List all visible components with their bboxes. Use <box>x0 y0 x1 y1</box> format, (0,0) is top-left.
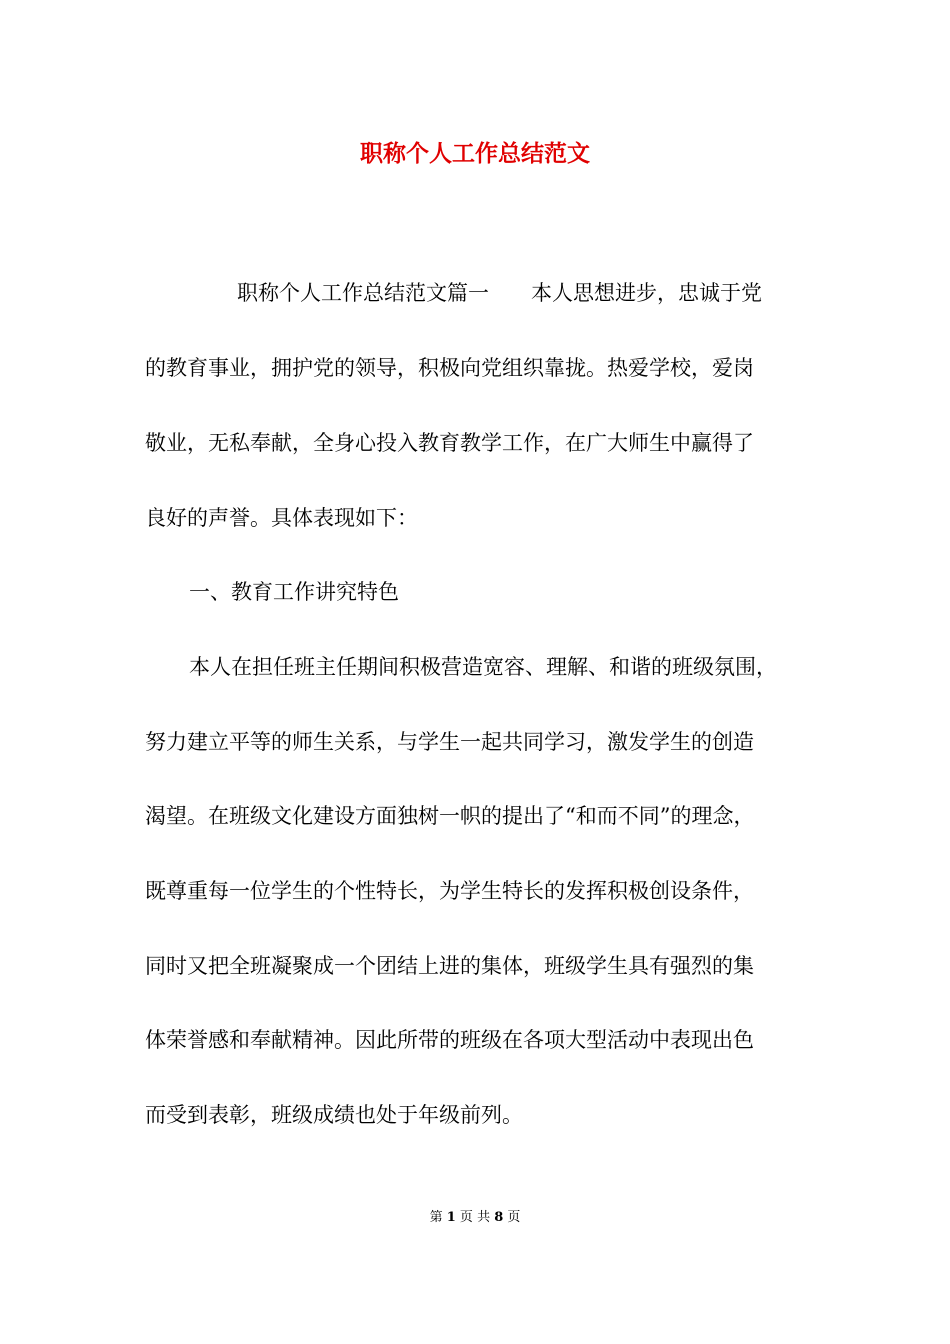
paragraph-line-10: 同时又把全班凝聚成一个团结上进的集体，班级学生具有强烈的集 <box>145 954 754 978</box>
section-heading <box>145 572 825 612</box>
paragraph-line-3: 敬业，无私奉献，全身心投入教育教学工作，在广大师生中赢得了 <box>145 431 754 455</box>
section-heading-inline: 职称个人工作总结范文篇一 <box>237 281 489 305</box>
line-text: 本人思想进步，忠诚于党 <box>531 281 762 305</box>
paragraph-line-4: 良好的声誉。具体表现如下： <box>145 506 418 530</box>
line-text: 本人在担任班主任期间积极营造宽容、理解、和谐的班级氛围， <box>189 655 777 679</box>
paragraph-line-8: 渴望。在班级文化建设方面独树一帜的提出了“和而不同”的理念， <box>145 804 755 828</box>
footer-label-gong: 共 <box>477 1210 491 1225</box>
document-title: 职称个人工作总结范文 <box>360 140 590 167</box>
paragraph-line-6 <box>145 647 825 687</box>
paragraph-line-1 <box>145 273 825 313</box>
footer-label-di: 第 <box>429 1210 443 1225</box>
paragraph-line-7: 努力建立平等的师生关系，与学生一起共同学习，激发学生的创造 <box>145 730 754 754</box>
paragraph-line-2: 的教育事业，拥护党的领导，积极向党组织靠拢。热爱学校，爱岗 <box>145 356 754 380</box>
total-pages-number: 8 <box>494 1210 504 1225</box>
current-page-number: 1 <box>446 1210 456 1225</box>
paragraph-line-11: 体荣誉感和奉献精神。因此所带的班级在各项大型活动中表现出色 <box>145 1028 754 1052</box>
paragraph-line-12: 而受到表彰，班级成绩也处于年级前列。 <box>145 1103 523 1127</box>
section-heading-text: 一、教育工作讲究特色 <box>189 580 399 604</box>
footer-label-ye-2: 页 <box>507 1210 521 1225</box>
page-footer <box>0 1208 950 1228</box>
paragraph-line-9: 既尊重每一位学生的个性特长，为学生特长的发挥积极创设条件， <box>145 879 754 903</box>
footer-label-ye: 页 <box>459 1210 473 1225</box>
